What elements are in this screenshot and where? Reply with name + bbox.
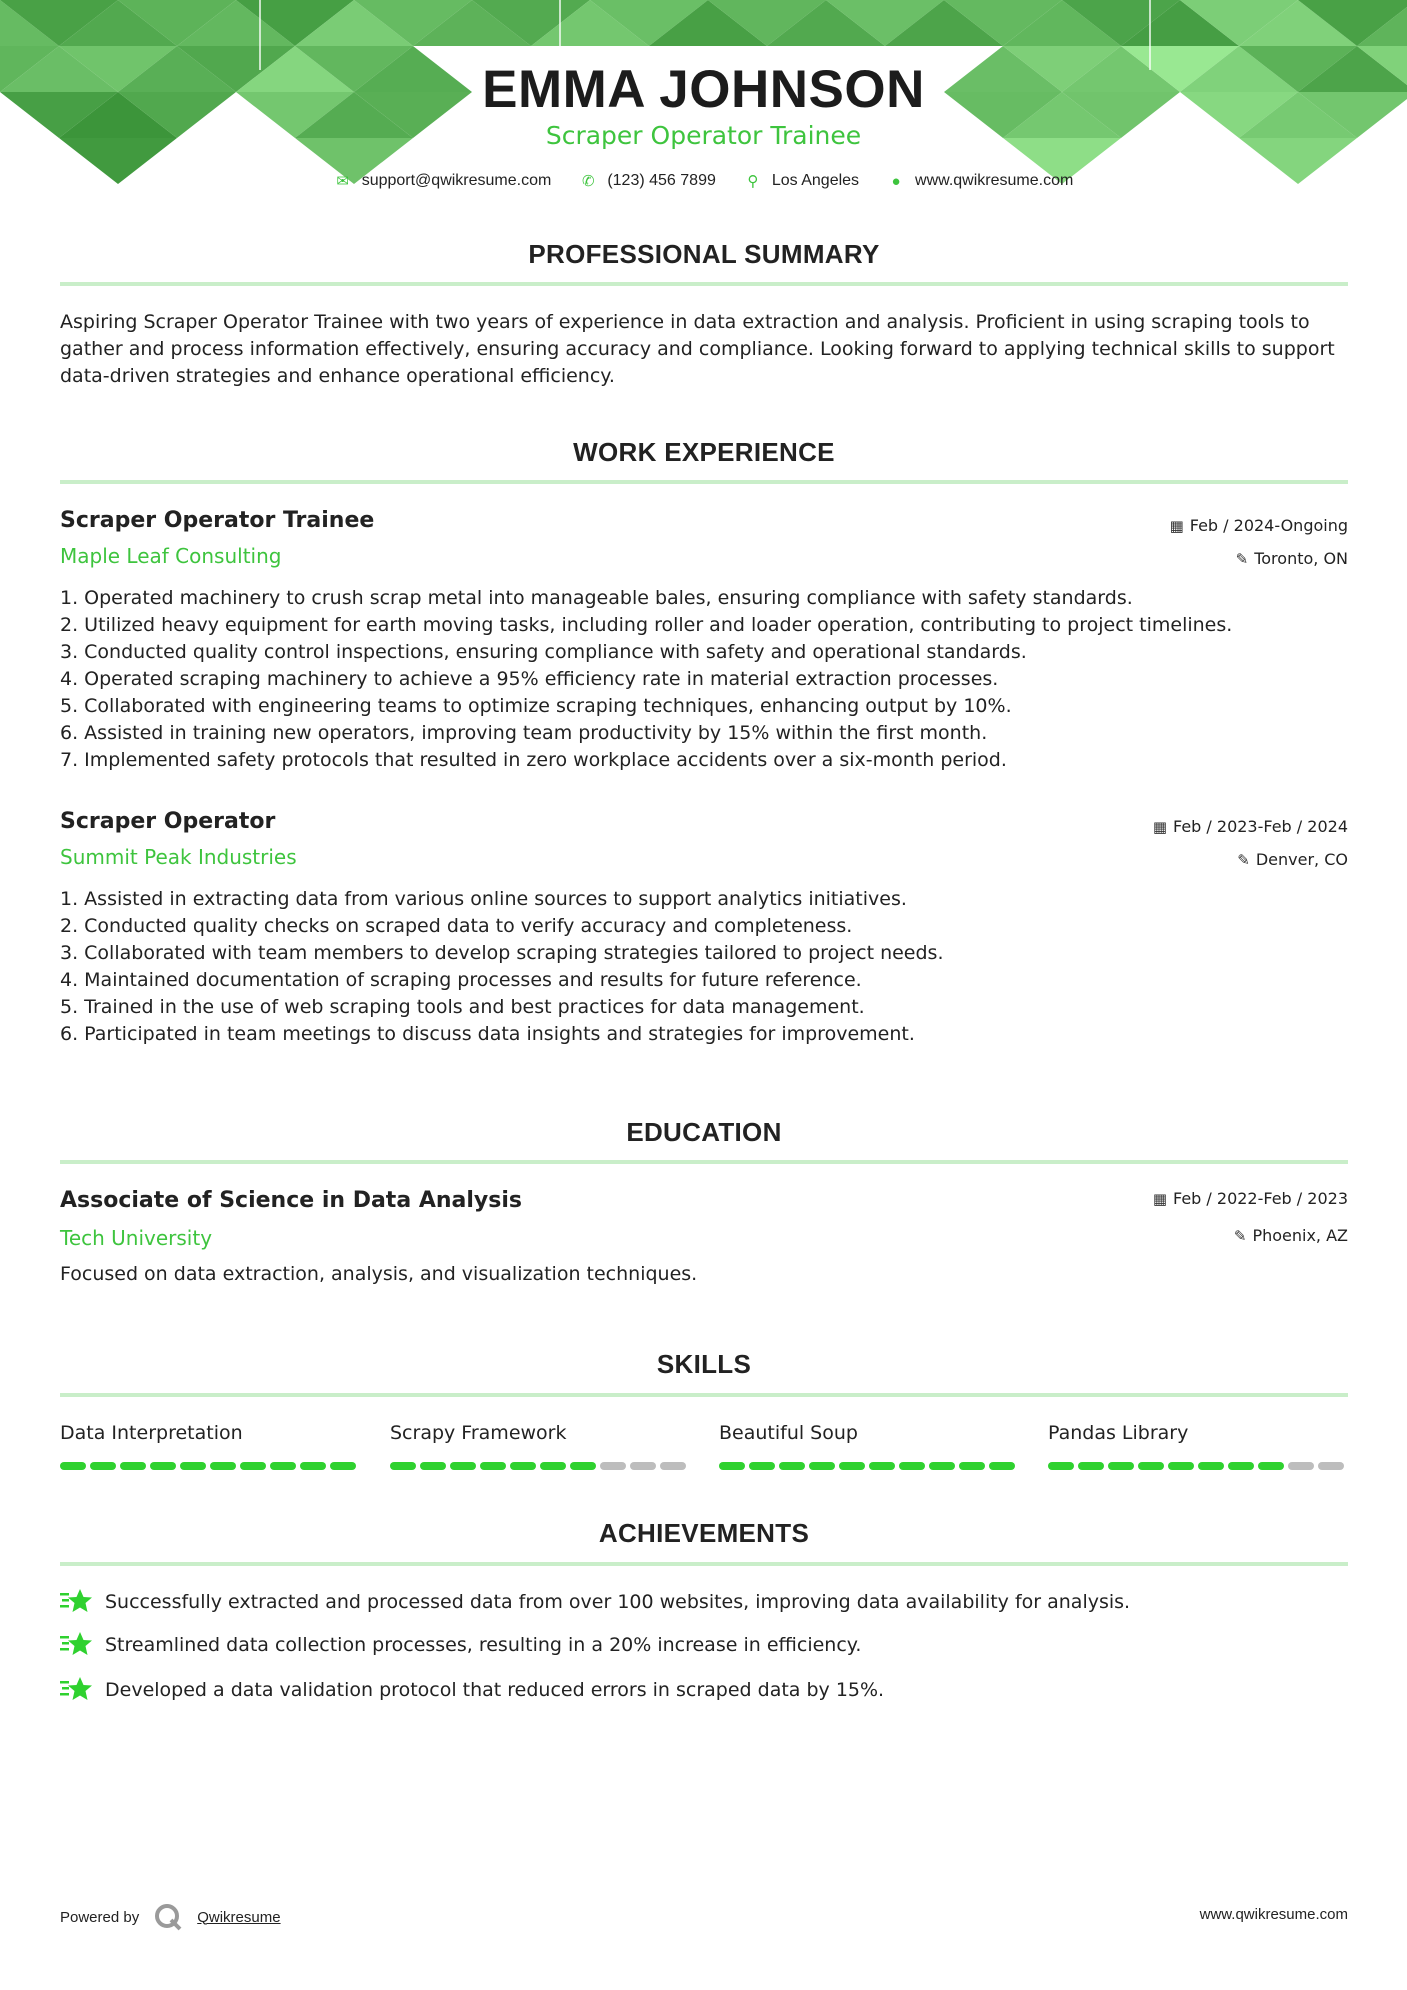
skill-level-dot [1138,1462,1164,1470]
skill-level-dot [210,1462,236,1470]
star-icon [60,1676,93,1704]
skill-level-dot [1048,1462,1074,1470]
education-dates [1153,1189,1348,1208]
achievement-text: Streamlined data collection processes, resulting in a 20% increase in efficiency. [105,1633,862,1656]
list-item: 6. Participated in team meetings to discuss data insights and strategies for improvement. [60,1023,915,1045]
contact-website[interactable]: www.qwikresume.com [915,172,1074,189]
skill-name: Beautiful Soup [719,1422,858,1444]
education-location-text: Phoenix, AZ [1252,1226,1348,1245]
skill-level-bar [60,1462,360,1470]
skill-level-bar [1048,1462,1348,1470]
skill-level-dot [540,1462,566,1470]
skill-level-dot [120,1462,146,1470]
calendar-icon: ▦ [1152,1190,1167,1208]
skill-level-dot [450,1462,476,1470]
summary-heading: PROFESSIONAL SUMMARY [528,239,880,269]
experience-divider [60,480,1348,484]
contact-email[interactable]: support@qwikresume.com [361,172,552,189]
achievement-item [60,1631,1348,1659]
skill-level-dot [869,1462,895,1470]
skill-name: Scrapy Framework [390,1422,567,1444]
education-description: Focused on data extraction, analysis, and visualization techniques. [60,1263,698,1285]
qwikresume-link[interactable]: Qwikresume [197,1908,281,1926]
job-dates [1153,817,1348,836]
pin-icon: ✎ [1235,550,1249,568]
education-divider [60,1160,1348,1164]
company-name: Maple Leaf Consulting [60,544,282,568]
list-item: 7. Implemented safety protocols that resulted in zero workplace accidents over a six-month period. [60,749,1007,771]
star-icon [60,1631,93,1659]
skill-item [1048,1420,1348,1470]
skill-level-bar [390,1462,690,1470]
list-item: 3. Conducted quality control inspections, ensuring compliance with safety and operational standards. [60,641,1027,663]
job-title: Scraper Operator [60,809,276,834]
skills-heading: SKILLS [656,1349,752,1379]
skill-level-dot [150,1462,176,1470]
job-location [1237,850,1348,869]
skill-level-dot [989,1462,1015,1470]
education-dates-text: Feb / 2022-Feb / 2023 [1173,1189,1348,1208]
skill-level-dot [420,1462,446,1470]
star-icon [60,1588,93,1616]
skill-level-dot [300,1462,326,1470]
experience-heading: WORK EXPERIENCE [573,437,835,467]
list-item: 2. Utilized heavy equipment for earth moving tasks, including roller and loader operation, contributing to project timelines. [60,614,1233,636]
job-dates [1170,516,1348,535]
job-dates-text: Feb / 2023-Feb / 2024 [1173,817,1348,836]
contact-location: Los Angeles [771,172,860,189]
skill-level-dot [90,1462,116,1470]
skill-level-dot [330,1462,356,1470]
skill-item [60,1420,360,1470]
envelope-icon: ✉ [336,173,349,190]
company-name: Summit Peak Industries [60,845,297,869]
list-item: 4. Operated scraping machinery to achieve a 95% efficiency rate in material extraction processes. [60,668,999,690]
calendar-icon: ▦ [1169,517,1184,535]
calendar-icon: ▦ [1152,818,1167,836]
skill-level-dot [1168,1462,1194,1470]
education-heading: EDUCATION [626,1117,782,1147]
skill-level-dot [719,1462,745,1470]
list-item: 6. Assisted in training new operators, improving team productivity by 15% within the first month. [60,722,988,744]
footer-url[interactable]: www.qwikresume.com [1199,1906,1348,1923]
phone-icon: ✆ [582,173,595,190]
footer-powered-by [60,1902,281,1932]
education-location [1234,1226,1348,1245]
skills-divider [60,1393,1348,1397]
list-item: 5. Trained in the use of web scraping tools and best practices for data management. [60,996,865,1018]
skill-level-dot [390,1462,416,1470]
skill-level-dot [929,1462,955,1470]
skill-item [719,1420,1019,1470]
qwikresume-logo-icon [153,1902,183,1932]
list-item: 3. Collaborated with team members to develop scraping strategies tailored to project needs. [60,942,944,964]
skill-level-dot [660,1462,686,1470]
map-marker-icon: ⚲ [747,173,759,190]
skill-level-dot [809,1462,835,1470]
job-dates-text: Feb / 2024-Ongoing [1189,516,1348,535]
skill-level-dot [60,1462,86,1470]
degree-title: Associate of Science in Data Analysis [60,1188,522,1213]
achievement-text: Successfully extracted and processed data from over 100 websites, improving data availability for analysis. [105,1590,1131,1613]
summary-text: Aspiring Scraper Operator Trainee with two years of experience in data extraction and analysis. Proficient in using scraping tools to gather and process information effectively, ensuring accuracy and compliance. Looking forward to applying technical skills to support data-driven strategies and enhance operational efficiency. [60,311,1335,387]
skill-level-dot [570,1462,596,1470]
skill-level-dot [779,1462,805,1470]
list-item: 1. Assisted in extracting data from various online sources to support analytics initiatives. [60,888,907,910]
skill-level-dot [1258,1462,1284,1470]
skill-level-dot [1198,1462,1224,1470]
skill-level-dot [1228,1462,1254,1470]
pin-icon: ✎ [1233,1227,1247,1245]
candidate-name: EMMA JOHNSON [482,60,925,119]
achievement-item [60,1588,1348,1616]
skill-level-dot [270,1462,296,1470]
skill-level-dot [480,1462,506,1470]
list-item: 1. Operated machinery to crush scrap metal into manageable bales, ensuring compliance with safety standards. [60,587,1133,609]
contact-phone[interactable]: (123) 456 7899 [607,172,716,189]
achievements-heading: ACHIEVEMENTS [598,1518,810,1548]
skill-name: Pandas Library [1048,1422,1189,1444]
contact-bar [0,172,1407,190]
skill-level-bar [719,1462,1019,1470]
achievement-text: Developed a data validation protocol that reduced errors in scraped data by 15%. [105,1678,885,1701]
skill-level-dot [899,1462,925,1470]
skill-level-dot [749,1462,775,1470]
job-location-text: Denver, CO [1255,850,1348,869]
job-responsibilities [60,886,1348,1048]
skill-level-dot [1288,1462,1314,1470]
achievements-divider [60,1562,1348,1566]
school-name: Tech University [60,1226,213,1250]
globe-icon: ● [891,172,901,190]
list-item: 4. Maintained documentation of scraping processes and results for future reference. [60,969,862,991]
job-title: Scraper Operator Trainee [60,508,375,533]
list-item: 5. Collaborated with engineering teams to optimize scraping techniques, enhancing output by 10%. [60,695,1012,717]
powered-by-label: Powered by [60,1908,140,1926]
pin-icon: ✎ [1237,851,1250,869]
skill-level-dot [839,1462,865,1470]
achievement-item [60,1676,1348,1704]
skill-level-dot [1108,1462,1134,1470]
skill-level-dot [240,1462,266,1470]
skill-level-dot [180,1462,206,1470]
summary-divider [60,282,1348,286]
skill-level-dot [959,1462,985,1470]
skill-level-dot [510,1462,536,1470]
skill-item [390,1420,690,1470]
candidate-role: Scraper Operator Trainee [545,121,862,150]
job-location [1236,549,1348,568]
list-item: 2. Conducted quality checks on scraped data to verify accuracy and completeness. [60,915,853,937]
job-location-text: Toronto, ON [1254,549,1348,568]
skill-name: Data Interpretation [60,1422,243,1444]
skill-level-dot [1318,1462,1344,1470]
job-responsibilities [60,585,1348,774]
skill-level-dot [1078,1462,1104,1470]
skill-level-dot [630,1462,656,1470]
skill-level-dot [600,1462,626,1470]
